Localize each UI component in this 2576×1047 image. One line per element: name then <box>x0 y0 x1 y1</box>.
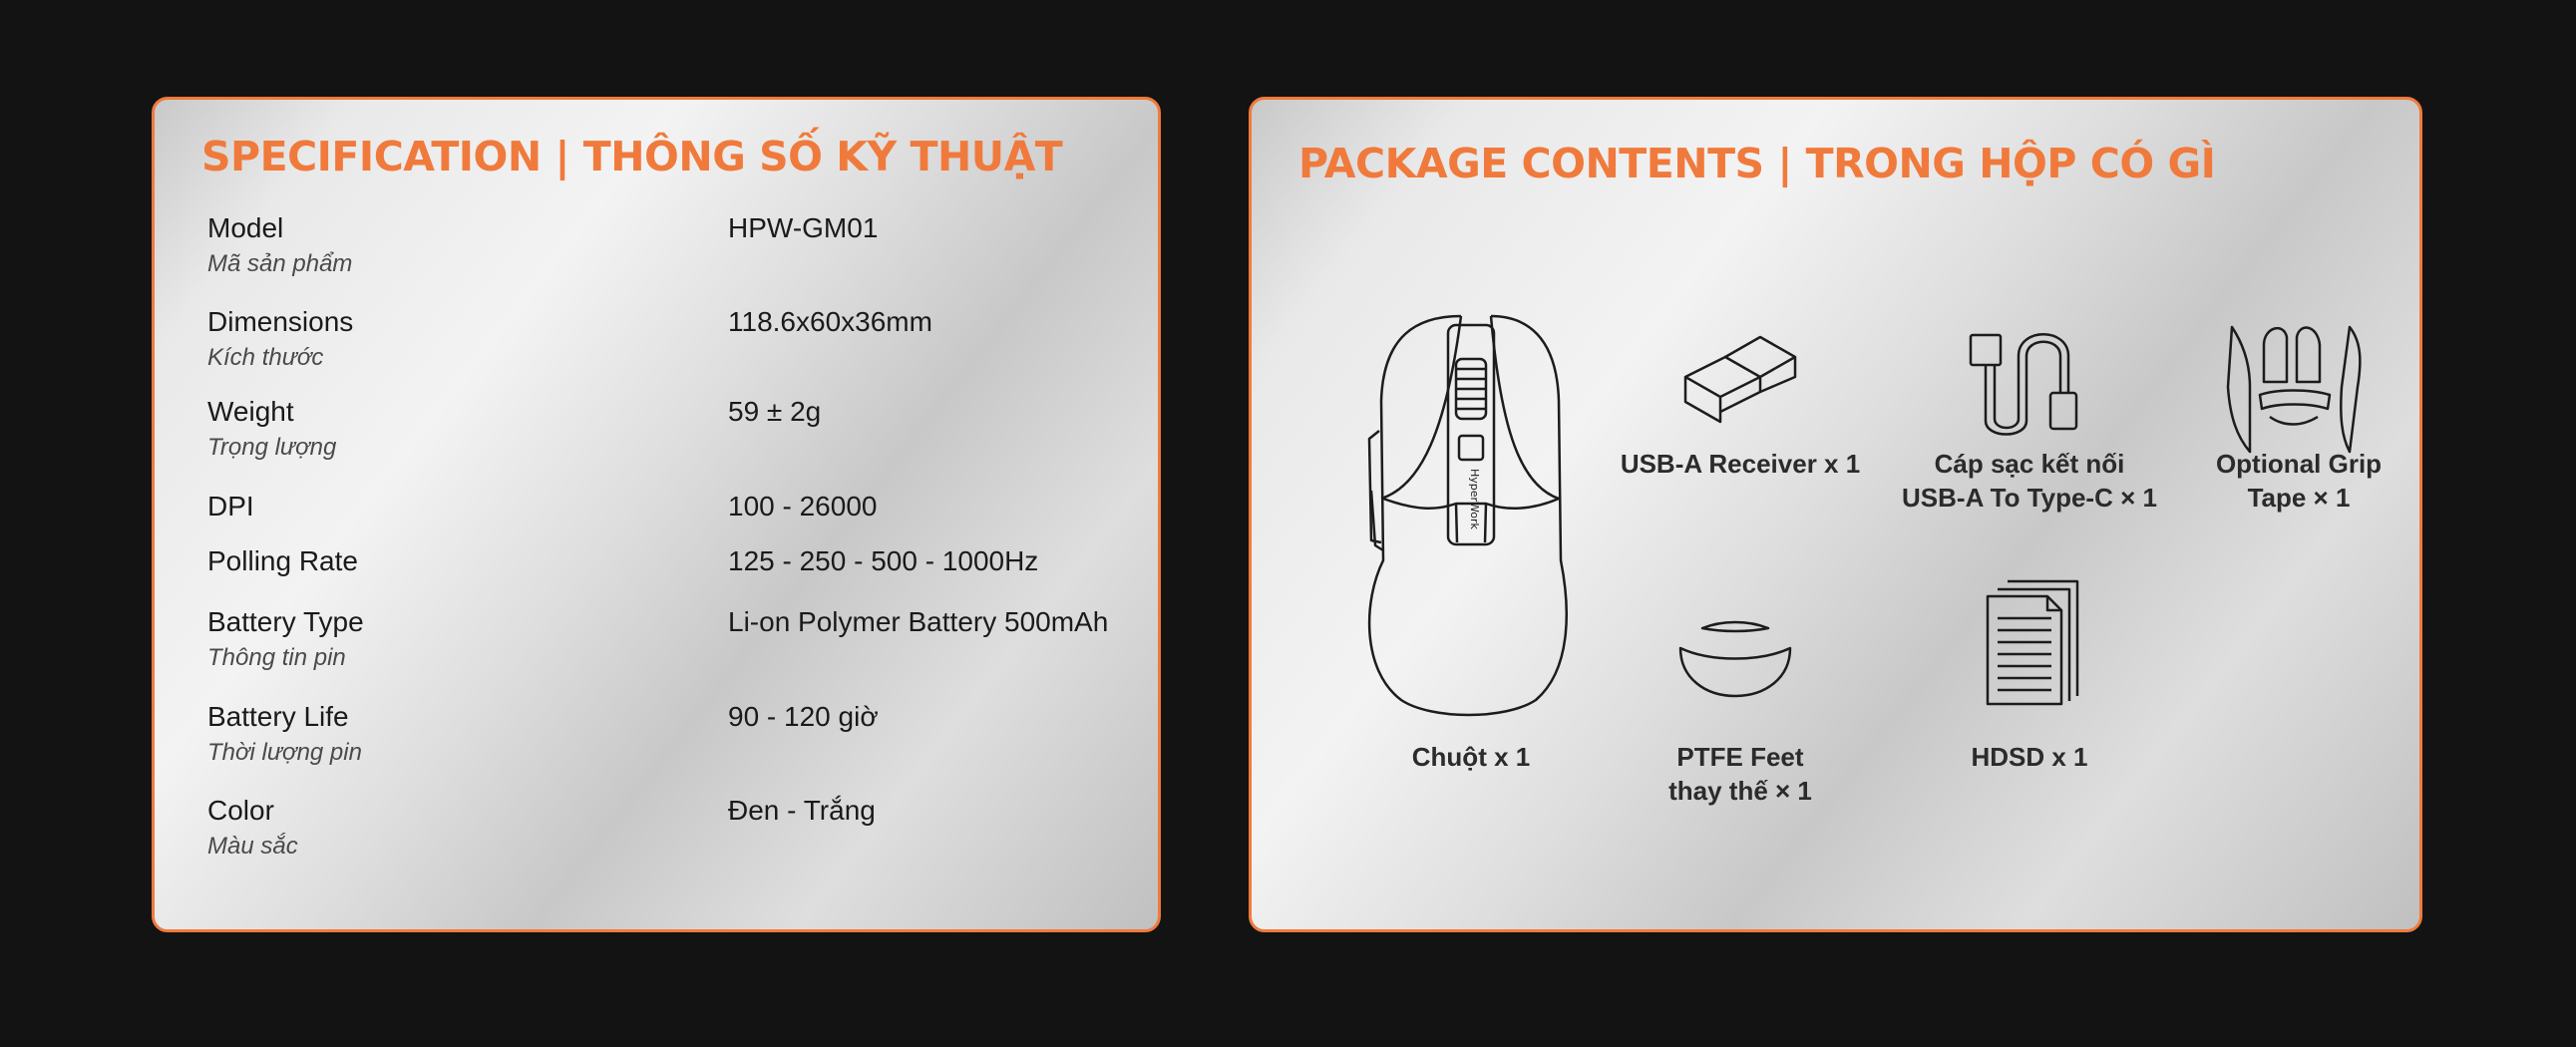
spec-value: 118.6x60x36mm <box>728 306 932 337</box>
mouse-icon <box>1361 311 1581 720</box>
grip-tape-icon <box>2222 317 2382 457</box>
spec-value: 100 - 26000 <box>728 491 878 522</box>
manual-icon <box>1980 576 2089 706</box>
spec-label: DPI <box>207 491 254 522</box>
spec-value: HPW-GM01 <box>728 212 879 243</box>
spec-value: 90 - 120 giờ <box>728 701 879 732</box>
spec-sublabel: Mã sản phẩm <box>207 250 353 277</box>
caption-line: USB-A Receiver x 1 <box>1620 449 1861 479</box>
spec-label: Color <box>207 795 274 826</box>
mouse-caption <box>1371 740 1571 774</box>
spec-sublabel: Trọng lượng <box>207 434 337 461</box>
caption-line: thay thế × 1 <box>1668 776 1812 806</box>
specification-panel <box>152 97 1161 932</box>
caption-line: Tape × 1 <box>2247 483 2351 513</box>
mouse-brand-label: HyperWork <box>1468 469 1481 529</box>
usb-receiver-caption <box>1606 447 1875 481</box>
spec-value: Đen - Trắng <box>728 795 876 826</box>
spec-label: Battery Type <box>207 606 364 637</box>
charging-cable-icon <box>1965 331 2089 446</box>
grip-tape-caption <box>2189 447 2408 515</box>
spec-sublabel: Màu sắc <box>207 833 298 860</box>
spec-label: Dimensions <box>207 306 354 337</box>
spec-sublabel: Thời lượng pin <box>207 739 362 766</box>
caption-line: USB-A To Type-C × 1 <box>1902 483 2157 513</box>
spec-label: Model <box>207 212 284 243</box>
charging-cable-caption <box>1890 447 2169 515</box>
caption-line: Cáp sạc kết nối <box>1934 449 2125 479</box>
usb-receiver-icon <box>1680 332 1800 432</box>
caption-line: Chuột x 1 <box>1411 742 1531 772</box>
spec-sublabel: Kích thước <box>207 344 324 371</box>
spec-label: Polling Rate <box>207 545 358 576</box>
ptfe-feet-caption <box>1631 740 1850 808</box>
spec-value: 59 ± 2g <box>728 396 822 427</box>
spec-value: Li-on Polymer Battery 500mAh <box>728 606 1109 637</box>
caption-line: Optional Grip <box>2215 449 2383 479</box>
specification-title: SPECIFICATION | THÔNG SỐ KỸ THUẬT <box>201 133 1063 180</box>
spec-label: Weight <box>207 396 294 427</box>
spec-label: Battery Life <box>207 701 349 732</box>
package-contents-panel <box>1249 97 2422 932</box>
caption-line: HDSD x 1 <box>1971 742 2088 772</box>
manual-caption <box>1930 740 2129 774</box>
spec-value: 125 - 250 - 500 - 1000Hz <box>728 545 1039 576</box>
package-contents-title: PACKAGE CONTENTS | TRONG HỘP CÓ GÌ <box>1298 140 2216 187</box>
ptfe-feet-icon <box>1670 618 1800 708</box>
spec-sublabel: Thông tin pin <box>207 644 346 671</box>
caption-line: PTFE Feet <box>1676 742 1804 772</box>
